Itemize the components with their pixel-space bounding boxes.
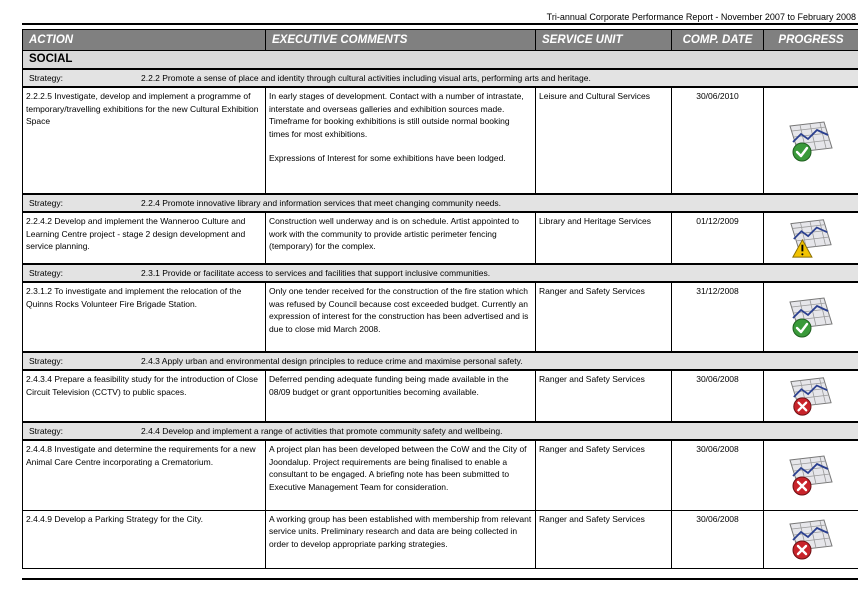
warning-chart-icon	[786, 216, 836, 260]
comp-date-cell: 30/06/2008	[672, 370, 764, 422]
strategy-label: Strategy:	[29, 355, 64, 366]
performance-table-wrapper	[22, 29, 858, 569]
action-cell: 2.4.3.4 Prepare a feasibility study for the introduction of Close Circuit Television (CCTV) to public spaces.	[23, 370, 266, 422]
section-row	[23, 51, 858, 70]
comments-cell: Deferred pending adequate funding being made available in the 08/09 budget or grant opportunities becoming available.	[266, 370, 536, 422]
comments-cell: A working group has been established with membership from relevant service units. Preliminary research and data are being collected in order to develop appropriate parking strategies.	[266, 510, 536, 568]
header-comp-date: COMP. DATE	[672, 30, 764, 51]
strategy-row	[23, 264, 858, 282]
strategy-text: 2.4.3 Apply urban and environmental design principles to reduce crime and maximise personal safety.	[141, 355, 523, 366]
comp-date-cell: 01/12/2009	[672, 212, 764, 264]
comments-cell	[266, 87, 536, 194]
action-cell: 2.4.4.9 Develop a Parking Strategy for the City.	[23, 510, 266, 568]
on-track-chart-icon	[786, 118, 836, 164]
comp-date-cell: 30/06/2008	[672, 440, 764, 510]
off-track-chart-icon	[786, 374, 836, 418]
comment-paragraph: Expressions of Interest for some exhibitions have been lodged.	[269, 153, 506, 164]
comment-paragraph: In early stages of development. Contact with a number of intrastate, interstate and overseas galleries and exhibition sources made. Timeframe for booking exhibitions is still outside normal booking times for most exhibitions.	[269, 91, 524, 139]
strategy-cell	[23, 422, 858, 440]
table-row	[23, 370, 858, 422]
strategy-row	[23, 194, 858, 212]
report-title: Tri-annual Corporate Performance Report - November 2007 to February 2008	[546, 12, 856, 22]
strategy-row	[23, 352, 858, 370]
performance-table	[22, 29, 858, 569]
service-unit-cell: Ranger and Safety Services	[536, 370, 672, 422]
strategy-row	[23, 69, 858, 87]
service-unit-cell: Leisure and Cultural Services	[536, 87, 672, 194]
table-row	[23, 212, 858, 264]
comments-cell: Only one tender received for the construction of the fire station which was refused by Council because cost exceeded budget. Currently an expression of interest for the construction has been advertised and is due to close mid March 2008.	[266, 282, 536, 352]
comments-cell: A project plan has been developed between the CoW and the City of Joondalup. Project requirements are being finalised to enable a consultant to be engaged. A briefing note has been submitted to Executive Management Team for consideration.	[266, 440, 536, 510]
strategy-label: Strategy:	[29, 425, 64, 436]
table-row	[23, 440, 858, 510]
service-unit-cell: Ranger and Safety Services	[536, 440, 672, 510]
comp-date-cell: 30/06/2008	[672, 510, 764, 568]
progress-cell	[764, 282, 858, 352]
header-service-unit: SERVICE UNIT	[536, 30, 672, 51]
header-row	[23, 30, 858, 51]
title-rule	[22, 23, 858, 25]
strategy-cell	[23, 69, 858, 87]
strategy-label: Strategy:	[29, 197, 64, 208]
strategy-cell	[23, 264, 858, 282]
table-row	[23, 510, 858, 568]
action-cell: 2.4.4.8 Investigate and determine the requirements for a new Animal Care Centre incorporating a Crematorium.	[23, 440, 266, 510]
service-unit-cell: Ranger and Safety Services	[536, 282, 672, 352]
strategy-text: 2.2.4 Promote innovative library and information services that meet changing community needs.	[141, 197, 502, 208]
action-cell: 2.2.4.2 Develop and implement the Wanneroo Culture and Learning Centre project - stage 2 design development and service planning.	[23, 212, 266, 264]
action-cell: 2.3.1.2 To investigate and implement the relocation of the Quinns Rocks Volunteer Fire Brigade Station.	[23, 282, 266, 352]
strategy-text: 2.3.1 Provide or facilitate access to services and facilities that support inclusive communities.	[141, 267, 491, 278]
comments-cell: Construction well underway and is on schedule. Artist appointed to work with the community to provide artistic perimeter fencing (temporary) for the complex.	[266, 212, 536, 264]
progress-cell	[764, 510, 858, 568]
progress-cell	[764, 440, 858, 510]
bottom-rule	[22, 578, 858, 580]
header-comments: EXECUTIVE COMMENTS	[266, 30, 536, 51]
progress-cell	[764, 370, 858, 422]
header-action: ACTION	[23, 30, 266, 51]
off-track-chart-icon	[786, 516, 836, 562]
on-track-chart-icon	[786, 294, 836, 340]
service-unit-cell: Ranger and Safety Services	[536, 510, 672, 568]
strategy-cell	[23, 352, 858, 370]
strategy-text: 2.2.2 Promote a sense of place and identity through cultural activities including visual arts, performing arts and heritage.	[141, 72, 591, 83]
strategy-label: Strategy:	[29, 72, 64, 83]
progress-cell	[764, 212, 858, 264]
strategy-row	[23, 422, 858, 440]
strategy-cell	[23, 194, 858, 212]
comp-date-cell: 31/12/2008	[672, 282, 764, 352]
header-progress: PROGRESS	[764, 30, 858, 51]
action-cell: 2.2.2.5 Investigate, develop and implement a programme of temporary/travelling exhibitions for the new Cultural Exhibition Space	[23, 87, 266, 194]
comp-date-cell: 30/06/2010	[672, 87, 764, 194]
section-title: SOCIAL	[23, 51, 858, 70]
table-row	[23, 282, 858, 352]
table-row	[23, 87, 858, 194]
strategy-text: 2.4.4 Develop and implement a range of activities that promote community safety and wellbeing.	[141, 425, 503, 436]
service-unit-cell: Library and Heritage Services	[536, 212, 672, 264]
off-track-chart-icon	[786, 452, 836, 498]
strategy-label: Strategy:	[29, 267, 64, 278]
progress-cell	[764, 87, 858, 194]
